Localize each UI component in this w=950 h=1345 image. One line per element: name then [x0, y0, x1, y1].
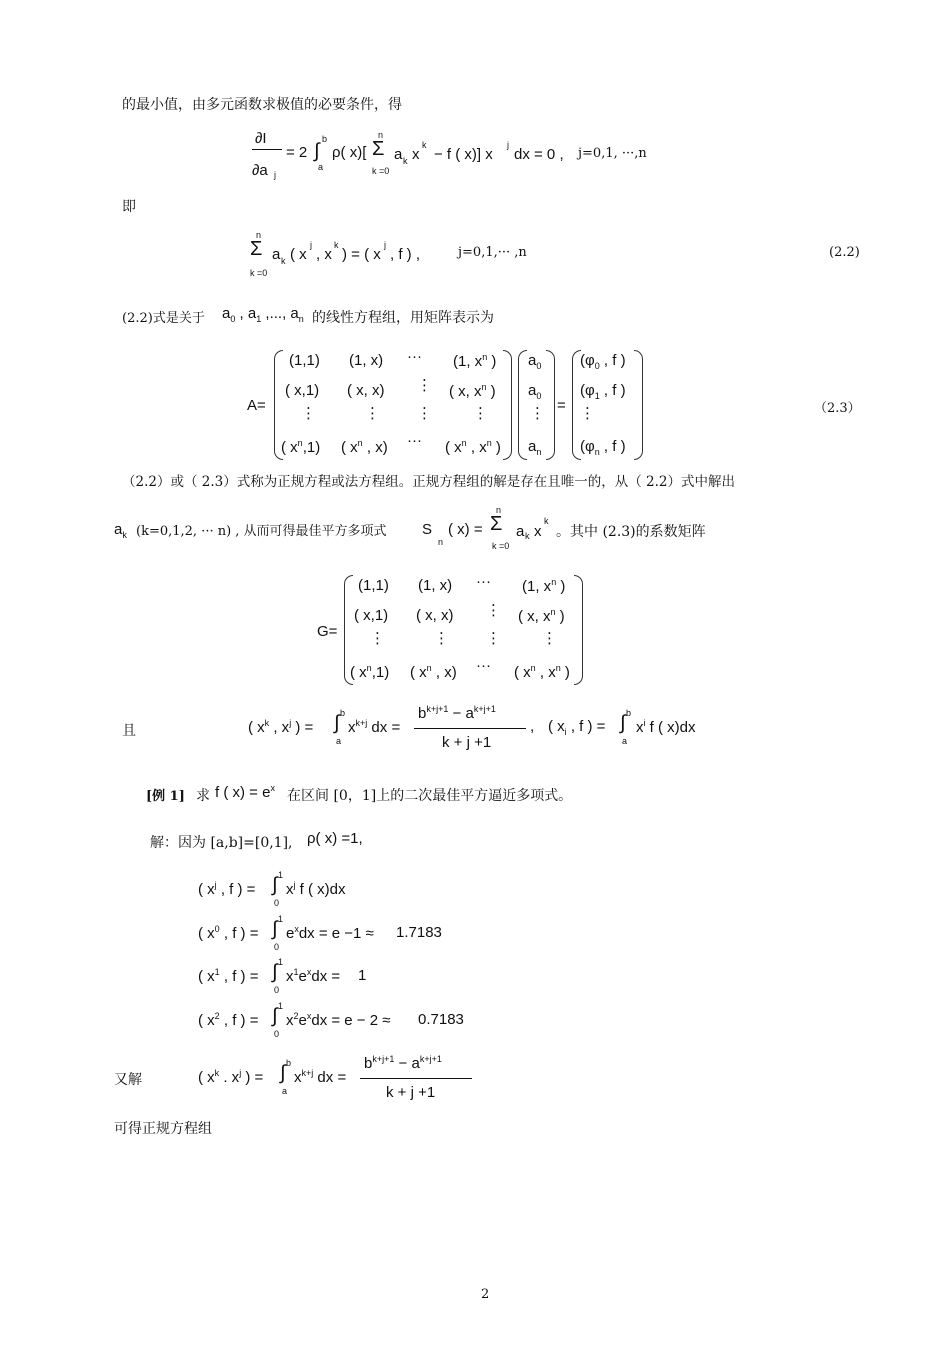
paragraph-4-b: 。其中 (2.3)的系数矩阵: [556, 524, 706, 540]
solution-pre: 解：因为 [a,b]=[0,1],: [150, 835, 293, 851]
vector-a-left-bracket: [518, 350, 527, 460]
paragraph-qie: 且: [122, 723, 136, 739]
example-1-function: f ( $x) = e^x$: [215, 783, 275, 801]
paragraph-3: （2.2）或（ 2.3）式称为正规方程或法方程组。正规方程组的解是存在且唯一的，从（ 2.2）式中解出: [122, 474, 735, 490]
value-x2-f: 0.7183: [418, 1011, 464, 1028]
matrix-a-label: A=: [247, 397, 266, 414]
paragraph-2-post: 的线性方程组，用矩阵表示为: [312, 310, 494, 326]
eq22-index-range: j=0,1,··· ,n: [458, 245, 527, 260]
paragraph-ji: 即: [122, 199, 136, 215]
value-x1-f: 1: [358, 967, 367, 984]
example-1-post: 在区间 [0，1]上的二次最佳平方逼近多项式。: [287, 788, 573, 804]
vector-a-right-bracket: [546, 350, 555, 460]
matrix-g-right-bracket: [574, 575, 583, 685]
coefficient-list: $a_0$ , $a_1$ ,..., $a_n$: [222, 305, 304, 324]
paragraph-last: 可得正规方程组: [114, 1121, 212, 1137]
paragraph-4-a: (k=0,1,2, ··· n) , 从而可得最佳平方多项式: [136, 524, 387, 539]
page-number: 2: [481, 1287, 490, 1302]
example-1-pre: 求: [196, 788, 210, 804]
example-1-label: [例 1]: [146, 789, 185, 804]
paragraph-2-pre: (2.2)式是关于: [122, 311, 205, 326]
eq23-label: （2.3）: [814, 401, 861, 416]
paragraph-you-jie: 又解: [114, 1072, 142, 1088]
equals-sign: =: [557, 397, 566, 414]
matrix-a-right-bracket: [503, 350, 512, 460]
eq1-index-range: j=0,1, ···,n: [578, 146, 647, 161]
paragraph-line-1: 的最小值，由多元函数求极值的必要条件，得: [122, 97, 402, 113]
solution-weight: ρ( x) =1,: [307, 830, 363, 847]
matrix-g-label: G=: [317, 623, 338, 640]
value-x0-f: 1.7183: [396, 924, 442, 941]
vector-rhs-right-bracket: [634, 350, 643, 460]
eq22-label: (2.2): [829, 245, 860, 260]
